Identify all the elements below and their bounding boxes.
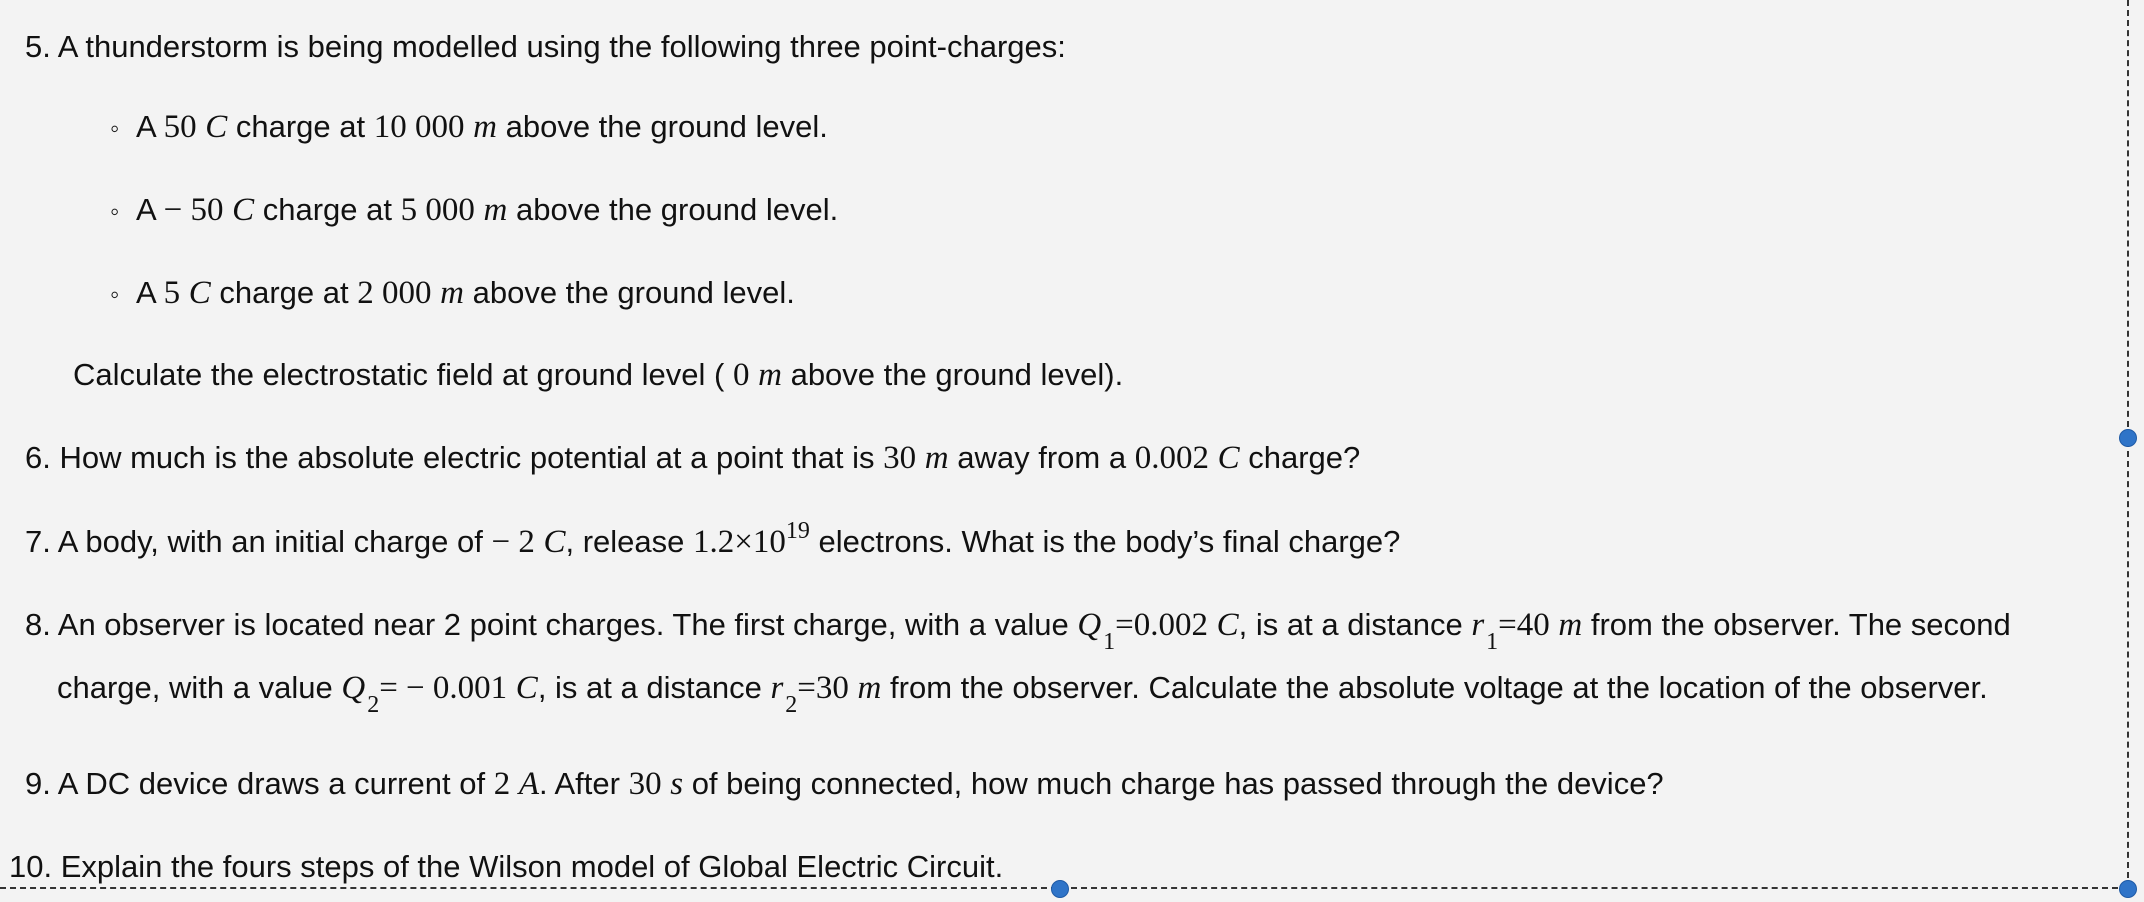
height-value: 10 000 — [373, 109, 465, 145]
height-unit: m — [473, 109, 497, 145]
resize-handle-right[interactable] — [2119, 429, 2137, 447]
resize-handle-bottom[interactable] — [1051, 880, 1069, 898]
height-unit: m — [483, 192, 508, 228]
bullet-circle-icon: ◦ — [110, 196, 120, 226]
question-6: 6. How much is the absolute electric potential at a point that is 30 m away from a 0.002 C charge? — [25, 440, 1361, 476]
charge-value: 50 — [163, 109, 197, 145]
charge-value: 5 — [163, 275, 181, 311]
question-number: 8. — [25, 607, 51, 642]
q5-bullet-2: ◦ A − 50 C charge at 5 000 m above the ground level. — [110, 190, 838, 231]
charge-value: − 50 — [163, 192, 224, 228]
q5-bullet-1: ◦ A 50 C charge at 10 000 m above the ground level. — [110, 107, 828, 148]
question-text: Explain the fours steps of the Wilson model of Global Electric Circuit. — [60, 849, 1004, 884]
charge-unit: C — [205, 109, 228, 145]
question-8-line-1: 8. An observer is located near 2 point charges. The first charge, with a value $Q_1=0.002$ C, is at a distance $r_1=40$ m from the observer. The second — [25, 607, 2011, 655]
bullet-circle-icon: ◦ — [110, 279, 120, 309]
question-9: 9. A DC device draws a current of 2 A. After 30 s of being connected, how much charge has passed through the device? — [25, 766, 1664, 802]
question-number: 5. — [25, 29, 51, 64]
question-10 — [9, 847, 1003, 887]
q5-followup: Calculate the electrostatic field at ground level ( 0 m above the ground level). — [73, 357, 1124, 393]
question-number: 9. — [25, 766, 51, 801]
q5-bullet-3: ◦ A 5 C charge at 2 000 m above the ground level. — [110, 273, 795, 314]
question-text: A thunderstorm is being modelled using the following three point-charges: — [57, 29, 1066, 64]
question-number: 7. — [25, 524, 51, 559]
question-5 — [25, 27, 1066, 67]
bullet-circle-icon: ◦ — [110, 113, 120, 143]
question-7: 7. A body, with an initial charge of − 2 C, release $1.2\times 10^{19}$ electrons. What is the body’s final charge? — [25, 518, 1401, 560]
height-value: 2 000 — [357, 275, 432, 311]
question-number: 10. — [9, 849, 53, 884]
resize-handle-bottom-right[interactable] — [2119, 880, 2137, 898]
question-8-line-2: charge, with a value $Q_2= - 0.001$ C, is at a distance $r_2=30$ m from the observer. Calculate the absolute voltage at the location of the observer. — [57, 670, 1988, 718]
charge-unit: C — [232, 192, 255, 228]
height-value: 5 000 — [400, 192, 475, 228]
height-unit: m — [440, 275, 464, 311]
charge-unit: C — [188, 275, 211, 311]
question-number: 6. — [25, 440, 51, 475]
